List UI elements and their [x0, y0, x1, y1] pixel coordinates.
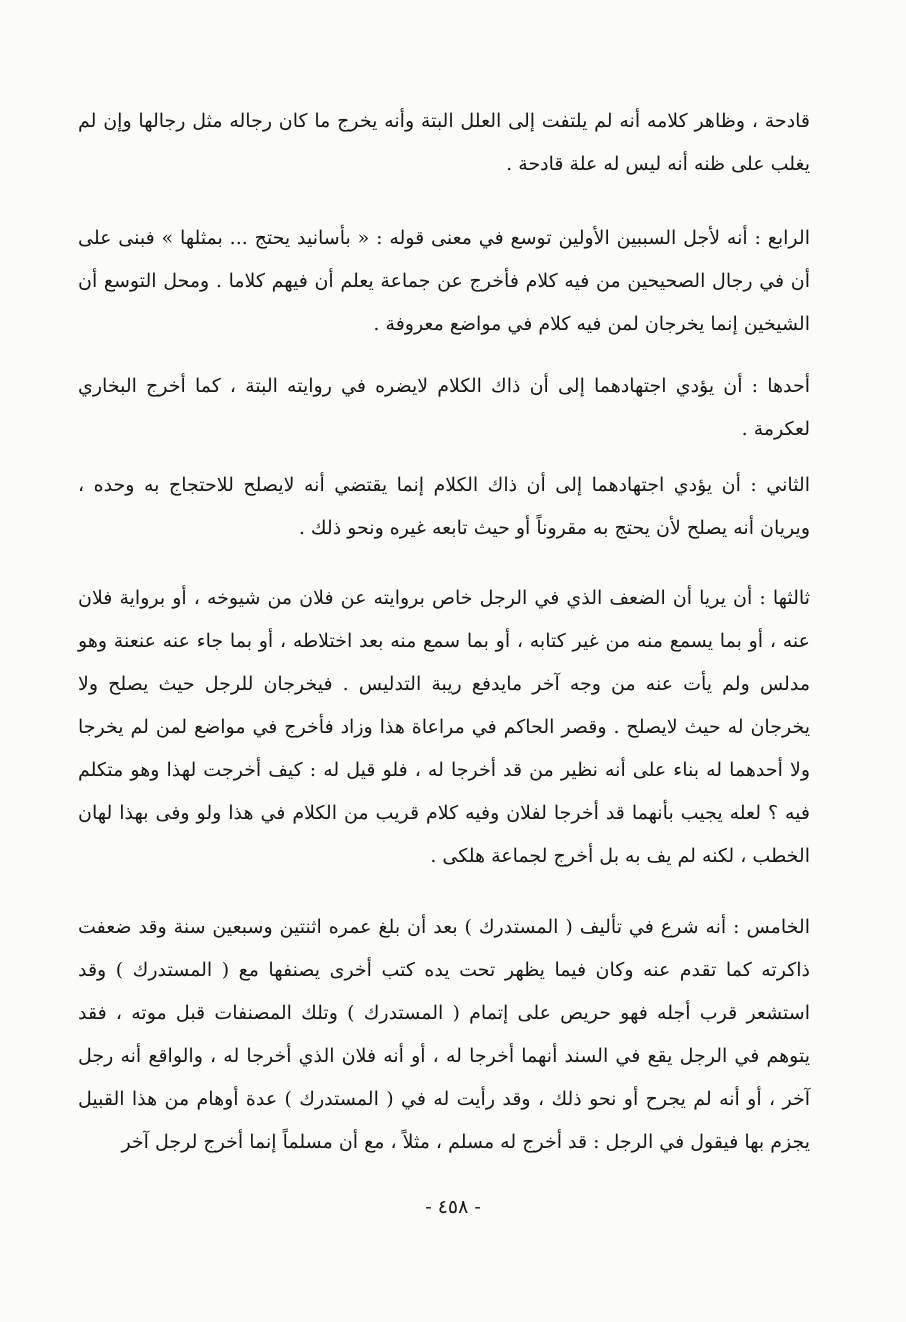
page-number: - ٤٥٨ -: [425, 1196, 481, 1218]
paragraph-fourth-reason: الرابع : أنه لأجل السببين الأولين توسع في معنى قوله : « بأسانيد يحتج ... بمثلها » فبنى على أن في رجال الصحيحين من فيه كلام فأخرج عن جماعة يعلم أن فيهم كلاما . ومحل التوسع أن الشيخين إنما يخرجان لمن فيه كلام في مواضع معروفة .: [78, 227, 810, 335]
paragraph-first-case: أحدها : أن يؤدي اجتهادهما إلى أن ذاك الكلام لايضره في روايته البتة ، كما أخرج البخاري لعكرمة .: [78, 375, 810, 440]
paragraph-fifth-reason: الخامس : أنه شرع في تأليف ( المستدرك ) بعد أن بلغ عمره اثنتين وسبعين سنة وقد ضعفت ذاكرته كما تقدم عنه وكان فيما يظهر تحت يده كتب أخرى يصنفها مع ( المستدرك ) وقد استشعر قرب أجله فهو حريص على إتمام ( المستدرك ) وتلك المصنفات قبل موته ، فقد يتوهم في الرجل يقع في السند أنهما أخرجا له ، أو أنه فلان الذي أخرجا له ، والواقع أنه رجل آخر ، أو أنه لم يجرح أو نحو ذلك ، وقد رأيت له في ( المستدرك ) عدة أوهام من هذا القبيل يجزم بها فيقول في الرجل : قد أخرج له مسلم ، مثلاً ، مع أن مسلماً إنما أخرج لرجل آخر: [78, 916, 810, 1153]
paragraph-second-case: الثاني : أن يؤدي اجتهادهما إلى أن ذاك الكلام إنما يقتضي أنه لايصلح للاحتجاج به وحده ، ويريان أنه يصلح لأن يحتج به مقروناً أو حيث تابعه غيره ونحو ذلك .: [78, 474, 810, 539]
paragraph-third-case: ثالثها : أن يريا أن الضعف الذي في الرجل خاص بروايته عن فلان من شيوخه ، أو برواية فلان عنه ، أو بما يسمع منه من غير كتابه ، أو بما سمع منه بعد اختلاطه ، أو بما جاء عنه عنعنة وهو مدلس ولم يأت عنه من وجه آخر مايدفع ريبة التدليس . فيخرجان للرجل حيث يصلح ولا يخرجان له حيث لايصلح . وقصر الحاكم في مراعاة هذا وزاد فأخرج في مواضع لمن لم يخرجا ولا أحدهما له بناء على أنه نظير من قد أخرجا له ، فلو قيل له : كيف أخرجت لهذا وهو متكلم فيه ؟ لعله يجيب بأنهما قد أخرجا لفلان وفيه كلام قريب من الكلام في هذا ولو وفى بهذا لهان الخطب ، لكنه لم يف به بل أخرج لجماعة هلكى .: [78, 587, 810, 867]
paragraph-continuation: قادحة ، وظاهر كلامه أنه لم يلتفت إلى العلل البتة وأنه يخرج ما كان رجاله مثل رجالها وإن لم يغلب على ظنه أنه ليس له علة قادحة .: [78, 110, 810, 175]
